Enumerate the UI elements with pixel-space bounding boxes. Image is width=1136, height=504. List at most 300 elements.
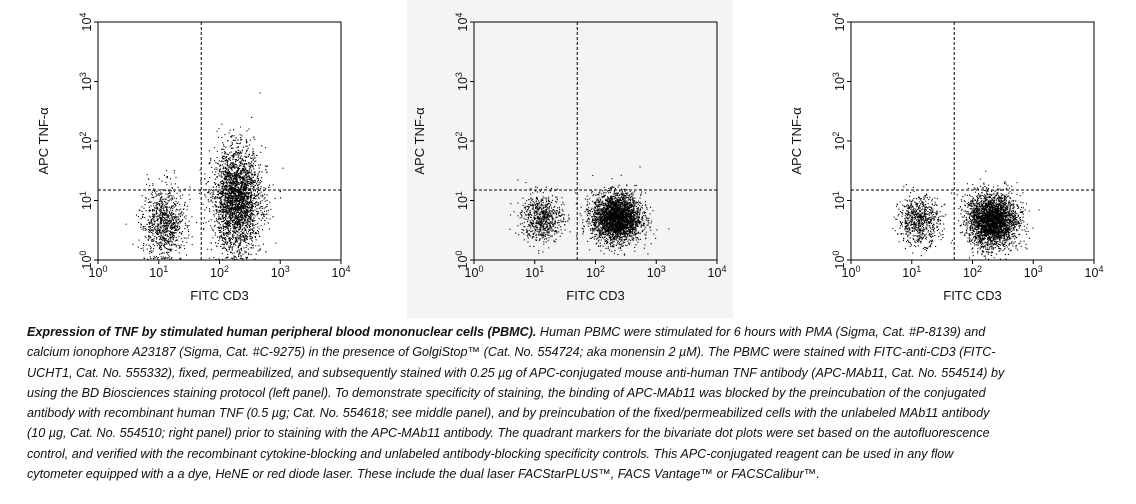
data-point — [187, 225, 188, 226]
data-point — [231, 215, 232, 216]
data-point — [167, 203, 168, 204]
data-point — [537, 206, 538, 207]
data-point — [158, 244, 159, 245]
data-point — [156, 191, 157, 192]
data-point — [521, 215, 522, 216]
data-point — [253, 231, 254, 232]
data-point — [179, 232, 180, 233]
data-point — [543, 205, 544, 206]
data-point — [548, 222, 549, 223]
data-point — [240, 170, 241, 171]
data-point — [164, 214, 165, 215]
data-point — [235, 256, 236, 257]
data-point — [173, 238, 174, 239]
data-point — [255, 158, 256, 159]
data-point — [249, 154, 250, 155]
data-point — [546, 226, 547, 227]
data-point — [614, 190, 615, 191]
data-point — [229, 197, 230, 198]
data-point — [159, 254, 160, 255]
data-point — [236, 171, 237, 172]
data-point — [239, 210, 240, 211]
data-point — [247, 198, 248, 199]
data-point — [253, 195, 254, 196]
population-cd3-cells-tnf-high- — [199, 92, 283, 260]
data-point — [270, 218, 271, 219]
data-point — [549, 224, 550, 225]
data-point — [555, 222, 556, 223]
data-point — [256, 183, 257, 184]
data-point — [138, 240, 139, 241]
data-point — [260, 248, 261, 249]
data-point — [184, 245, 185, 246]
data-point — [238, 173, 239, 174]
data-point — [221, 228, 222, 229]
data-point — [237, 160, 238, 161]
data-point — [230, 202, 231, 203]
data-point — [546, 221, 547, 222]
data-point — [245, 195, 246, 196]
data-point — [229, 179, 230, 180]
data-point — [535, 239, 536, 240]
data-point — [517, 225, 518, 226]
data-point — [234, 192, 235, 193]
data-point — [219, 230, 220, 231]
data-point — [220, 169, 221, 170]
data-point — [232, 237, 233, 238]
data-point — [208, 199, 209, 200]
data-point — [233, 166, 234, 167]
data-point — [551, 202, 552, 203]
data-point — [223, 144, 224, 145]
data-point — [236, 201, 237, 202]
data-point — [153, 230, 154, 231]
data-point — [154, 214, 155, 215]
data-point — [244, 185, 245, 186]
data-point — [249, 230, 250, 231]
data-point — [167, 215, 168, 216]
data-point — [221, 173, 222, 174]
data-point — [163, 227, 164, 228]
data-point — [228, 214, 229, 215]
data-point — [163, 232, 164, 233]
data-point — [169, 212, 170, 213]
data-point — [165, 218, 166, 219]
data-point — [530, 235, 531, 236]
data-point — [256, 208, 257, 209]
data-point — [238, 200, 239, 201]
data-point — [541, 232, 542, 233]
data-point — [220, 236, 221, 237]
data-point — [180, 247, 181, 248]
data-point — [232, 212, 233, 213]
data-point — [240, 206, 241, 207]
data-point — [557, 197, 558, 198]
data-point — [232, 239, 233, 240]
data-point — [282, 168, 283, 169]
data-point — [186, 242, 187, 243]
data-point — [540, 220, 541, 221]
data-point — [222, 248, 223, 249]
data-point — [238, 249, 239, 250]
data-point — [525, 203, 526, 204]
data-point — [235, 197, 236, 198]
data-point — [150, 246, 151, 247]
data-point — [221, 160, 222, 161]
data-point — [165, 234, 166, 235]
data-point — [221, 149, 222, 150]
data-point — [248, 216, 249, 217]
data-point — [258, 187, 259, 188]
data-point — [252, 186, 253, 187]
data-point — [178, 202, 179, 203]
data-point — [535, 207, 536, 208]
data-point — [160, 194, 161, 195]
data-point — [163, 207, 164, 208]
data-point — [530, 210, 531, 211]
data-point — [258, 180, 259, 181]
data-point — [183, 213, 184, 214]
data-point — [221, 227, 222, 228]
data-point — [541, 201, 542, 202]
data-point — [230, 160, 231, 161]
data-point — [556, 202, 557, 203]
data-point — [234, 259, 235, 260]
y-tick-label: $10^3$ — [78, 72, 94, 91]
data-point — [165, 193, 166, 194]
data-point — [180, 213, 181, 214]
data-point — [152, 195, 153, 196]
data-point — [150, 210, 151, 211]
data-point — [232, 203, 233, 204]
data-point — [161, 245, 162, 246]
data-point — [525, 209, 526, 210]
data-point — [563, 221, 564, 222]
data-point — [161, 215, 162, 216]
data-point — [240, 163, 241, 164]
data-point — [142, 216, 143, 217]
data-point — [547, 231, 548, 232]
data-point — [250, 200, 251, 201]
data-point — [164, 223, 165, 224]
data-point — [221, 124, 222, 125]
data-point — [225, 237, 226, 238]
data-point — [161, 235, 162, 236]
data-point — [166, 240, 167, 241]
data-point — [163, 233, 164, 234]
data-point — [244, 192, 245, 193]
data-point — [251, 214, 252, 215]
data-point — [147, 249, 148, 250]
data-point — [156, 256, 157, 257]
data-point — [226, 232, 227, 233]
data-point — [158, 228, 159, 229]
data-point — [236, 137, 237, 138]
data-point — [181, 221, 182, 222]
data-point — [143, 245, 144, 246]
data-point — [232, 170, 233, 171]
data-point — [224, 151, 225, 152]
data-point — [225, 229, 226, 230]
data-point — [255, 161, 256, 162]
data-point — [177, 230, 178, 231]
data-point — [216, 206, 217, 207]
data-point — [220, 182, 221, 183]
data-point — [217, 197, 218, 198]
data-point — [253, 206, 254, 207]
data-point — [232, 175, 233, 176]
data-point — [256, 205, 257, 206]
data-point — [168, 216, 169, 217]
data-point — [259, 228, 260, 229]
data-point — [218, 258, 219, 259]
data-point — [246, 163, 247, 164]
data-point — [234, 252, 235, 253]
data-point — [255, 202, 256, 203]
data-point — [216, 189, 217, 190]
data-point — [233, 220, 234, 221]
data-point — [521, 210, 522, 211]
data-point — [153, 241, 154, 242]
data-point — [221, 137, 222, 138]
data-point — [544, 216, 545, 217]
data-point — [250, 199, 251, 200]
data-point — [541, 229, 542, 230]
data-point — [176, 237, 177, 238]
data-point — [175, 250, 176, 251]
data-point — [213, 192, 214, 193]
data-point — [146, 184, 147, 185]
data-point — [174, 227, 175, 228]
data-point — [200, 170, 201, 171]
data-point — [154, 227, 155, 228]
data-point — [206, 222, 207, 223]
data-point — [148, 178, 149, 179]
data-point — [168, 257, 169, 258]
data-point — [225, 219, 226, 220]
data-point — [236, 179, 237, 180]
data-point — [237, 181, 238, 182]
data-point — [234, 140, 235, 141]
data-point — [236, 230, 237, 231]
data-point — [533, 246, 534, 247]
data-point — [223, 168, 224, 169]
data-point — [230, 212, 231, 213]
data-point — [258, 194, 259, 195]
data-point — [171, 232, 172, 233]
data-point — [158, 193, 159, 194]
data-point — [528, 238, 529, 239]
data-point — [235, 207, 236, 208]
data-point — [255, 182, 256, 183]
data-point — [245, 257, 246, 258]
data-point — [245, 205, 246, 206]
data-point — [253, 214, 254, 215]
data-point — [192, 236, 193, 237]
data-point — [217, 131, 218, 132]
data-point — [533, 222, 534, 223]
data-point — [225, 239, 226, 240]
data-point — [539, 213, 540, 214]
data-point — [151, 250, 152, 251]
data-point — [228, 217, 229, 218]
data-point — [161, 181, 162, 182]
data-point — [224, 226, 225, 227]
data-point — [240, 222, 241, 223]
data-point — [170, 210, 171, 211]
data-point — [255, 196, 256, 197]
data-point — [229, 209, 230, 210]
data-point — [231, 200, 232, 201]
data-point — [144, 217, 145, 218]
data-point — [156, 212, 157, 213]
data-point — [204, 218, 205, 219]
data-point — [232, 163, 233, 164]
data-point — [214, 182, 215, 183]
data-point — [257, 227, 258, 228]
data-point — [178, 222, 179, 223]
data-point — [243, 193, 244, 194]
data-point — [246, 258, 247, 259]
data-point — [240, 192, 241, 193]
data-point — [188, 229, 189, 230]
data-point — [226, 157, 227, 158]
data-point — [220, 224, 221, 225]
data-point — [260, 188, 261, 189]
data-point — [222, 183, 223, 184]
data-point — [159, 216, 160, 217]
data-point — [152, 209, 153, 210]
data-point — [212, 198, 213, 199]
data-point — [245, 219, 246, 220]
data-point — [553, 209, 554, 210]
data-point — [219, 222, 220, 223]
data-point — [229, 247, 230, 248]
data-point — [211, 200, 212, 201]
data-point — [245, 189, 246, 190]
data-point — [161, 196, 162, 197]
data-point — [244, 171, 245, 172]
data-point — [249, 221, 250, 222]
data-point — [246, 178, 247, 179]
data-point — [256, 155, 257, 156]
data-point — [251, 205, 252, 206]
data-point — [240, 212, 241, 213]
data-point — [215, 184, 216, 185]
data-point — [545, 204, 546, 205]
data-point — [548, 199, 549, 200]
data-point — [241, 156, 242, 157]
data-point — [162, 201, 163, 202]
data-point — [540, 205, 541, 206]
data-point — [236, 164, 237, 165]
data-point — [233, 191, 234, 192]
data-point — [179, 226, 180, 227]
data-point — [259, 171, 260, 172]
data-point — [169, 224, 170, 225]
data-point — [148, 236, 149, 237]
data-point — [238, 214, 239, 215]
data-point — [209, 211, 210, 212]
data-point — [246, 139, 247, 140]
data-point — [235, 238, 236, 239]
data-point — [223, 212, 224, 213]
data-point — [223, 215, 224, 216]
data-point — [173, 227, 174, 228]
data-point — [227, 257, 228, 258]
data-point — [236, 218, 237, 219]
data-point — [234, 231, 235, 232]
data-point — [159, 232, 160, 233]
data-point — [213, 230, 214, 231]
data-point — [214, 204, 215, 205]
data-point — [527, 209, 528, 210]
data-point — [249, 244, 250, 245]
data-point — [244, 195, 245, 196]
data-point — [167, 197, 168, 198]
data-point — [215, 225, 216, 226]
data-point — [551, 228, 552, 229]
data-point — [246, 141, 247, 142]
data-point — [187, 227, 188, 228]
data-point — [538, 208, 539, 209]
data-point — [249, 227, 250, 228]
data-point — [164, 246, 165, 247]
data-point — [556, 210, 557, 211]
data-point — [234, 164, 235, 165]
data-point — [126, 224, 127, 225]
data-point — [250, 233, 251, 234]
data-point — [175, 216, 176, 217]
data-point — [148, 219, 149, 220]
data-point — [232, 216, 233, 217]
data-point — [634, 251, 635, 252]
y-tick-label: $10^4$ — [78, 12, 94, 32]
data-point — [154, 220, 155, 221]
data-point — [246, 196, 247, 197]
data-point — [514, 211, 515, 212]
data-point — [164, 225, 165, 226]
data-point — [525, 219, 526, 220]
data-point — [230, 247, 231, 248]
data-point — [266, 172, 267, 173]
data-point — [248, 204, 249, 205]
data-point — [231, 201, 232, 202]
data-point — [542, 251, 543, 252]
data-point — [174, 170, 175, 171]
data-point — [225, 147, 226, 148]
data-point — [252, 205, 253, 206]
data-point — [216, 167, 217, 168]
data-point — [171, 206, 172, 207]
data-point — [251, 173, 252, 174]
data-point — [560, 236, 561, 237]
data-point — [238, 223, 239, 224]
data-point — [222, 180, 223, 181]
data-point — [238, 167, 239, 168]
data-point — [245, 230, 246, 231]
data-point — [539, 221, 540, 222]
data-point — [232, 148, 233, 149]
data-point — [169, 256, 170, 257]
data-point — [150, 258, 151, 259]
data-point — [219, 187, 220, 188]
data-point — [220, 246, 221, 247]
data-point — [229, 158, 230, 159]
data-point — [239, 243, 240, 244]
data-point — [232, 214, 233, 215]
data-point — [164, 201, 165, 202]
